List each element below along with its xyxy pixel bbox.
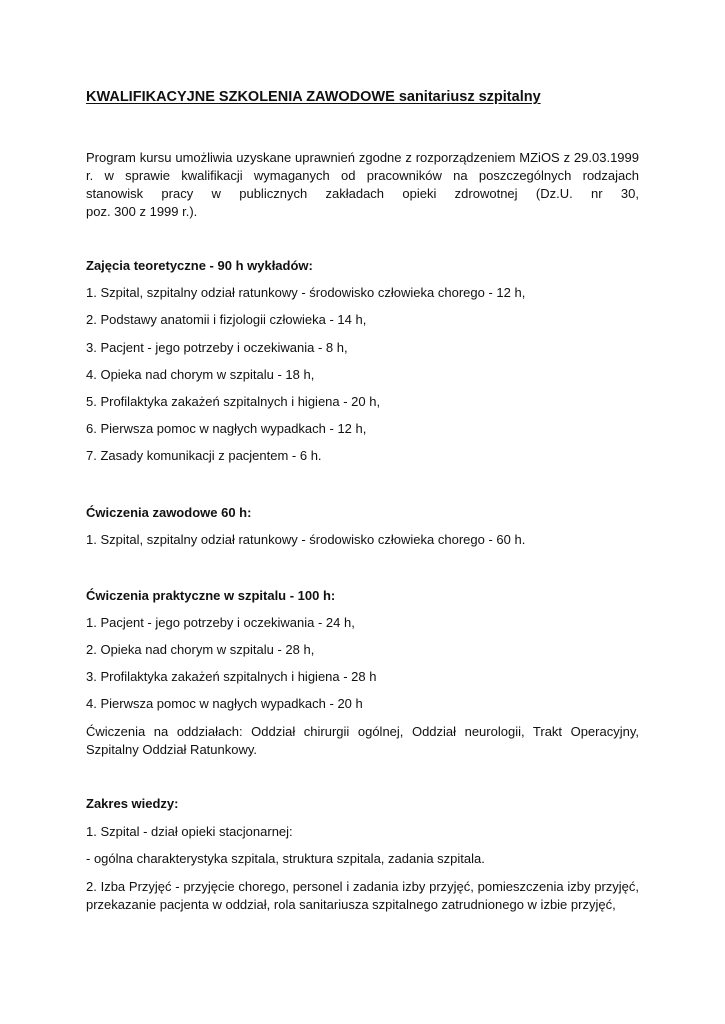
knowledge-heading: Zakres wiedzy: bbox=[86, 796, 179, 811]
exercises-heading: Ćwiczenia zawodowe 60 h: bbox=[86, 505, 252, 520]
intro-line: r. w sprawie kwalifikacji wymaganych od pracowników na poszczególnych rodzajach bbox=[86, 168, 639, 183]
list-item: 7. Zasady komunikacji z pacjentem - 6 h. bbox=[86, 448, 322, 463]
intro-line: Program kursu umożliwia uzyskane uprawnień zgodne z rozporządzeniem MZiOS z 29.03.1999 bbox=[86, 150, 639, 165]
list-item: 3. Pacjent - jego potrzeby i oczekiwania - 8 h, bbox=[86, 340, 348, 355]
document-title: KWALIFIKACYJNE SZKOLENIA ZAWODOWE sanitariusz szpitalny bbox=[86, 89, 541, 105]
list-item: 1. Pacjent - jego potrzeby i oczekiwania - 24 h, bbox=[86, 615, 355, 630]
list-item: 1. Szpital, szpitalny odział ratunkowy - środowisko człowieka chorego - 60 h. bbox=[86, 532, 526, 547]
list-item: 2. Opieka nad chorym w szpitalu - 28 h, bbox=[86, 642, 315, 657]
list-item: 4. Pierwsza pomoc w nagłych wypadkach - 20 h bbox=[86, 696, 363, 711]
list-item: 2. Podstawy anatomii i fizjologii człowieka - 14 h, bbox=[86, 312, 367, 327]
theory-heading: Zajęcia teoretyczne - 90 h wykładów: bbox=[86, 258, 313, 273]
intro-line: stanowisk pracy w publicznych zakładach opieki zdrowotnej (Dz.U. nr 30, bbox=[86, 186, 639, 201]
list-item: 3. Profilaktyka zakażeń szpitalnych i higiena - 28 h bbox=[86, 669, 377, 684]
list-item: 1. Szpital, szpitalny odział ratunkowy - środowisko człowieka chorego - 12 h, bbox=[86, 285, 526, 300]
intro-line: poz. 300 z 1999 r.). bbox=[86, 204, 198, 219]
wards-line: Ćwiczenia na oddziałach: Oddział chirurgii ogólnej, Oddział neurologii, Trakt Operacyjny, bbox=[86, 724, 639, 739]
list-item: 2. Izba Przyjęć - przyjęcie chorego, personel i zadania izby przyjęć, pomieszczenia izby przyjęć, bbox=[86, 879, 639, 894]
practice-heading: Ćwiczenia praktyczne w szpitalu - 100 h: bbox=[86, 588, 336, 603]
wards-line: Szpitalny Oddział Ratunkowy. bbox=[86, 742, 258, 757]
list-item: 1. Szpital - dział opieki stacjonarnej: bbox=[86, 824, 293, 839]
list-item-detail: - ogólna charakterystyka szpitala, struktura szpitala, zadania szpitala. bbox=[86, 851, 485, 866]
list-item: 6. Pierwsza pomoc w nagłych wypadkach - 12 h, bbox=[86, 421, 367, 436]
list-item: 5. Profilaktyka zakażeń szpitalnych i higiena - 20 h, bbox=[86, 394, 381, 409]
list-item: 4. Opieka nad chorym w szpitalu - 18 h, bbox=[86, 367, 315, 382]
list-item: przekazanie pacjenta w oddział, rola sanitariusza szpitalnego zatrudnionego w izbie przyjęć, bbox=[86, 897, 616, 912]
